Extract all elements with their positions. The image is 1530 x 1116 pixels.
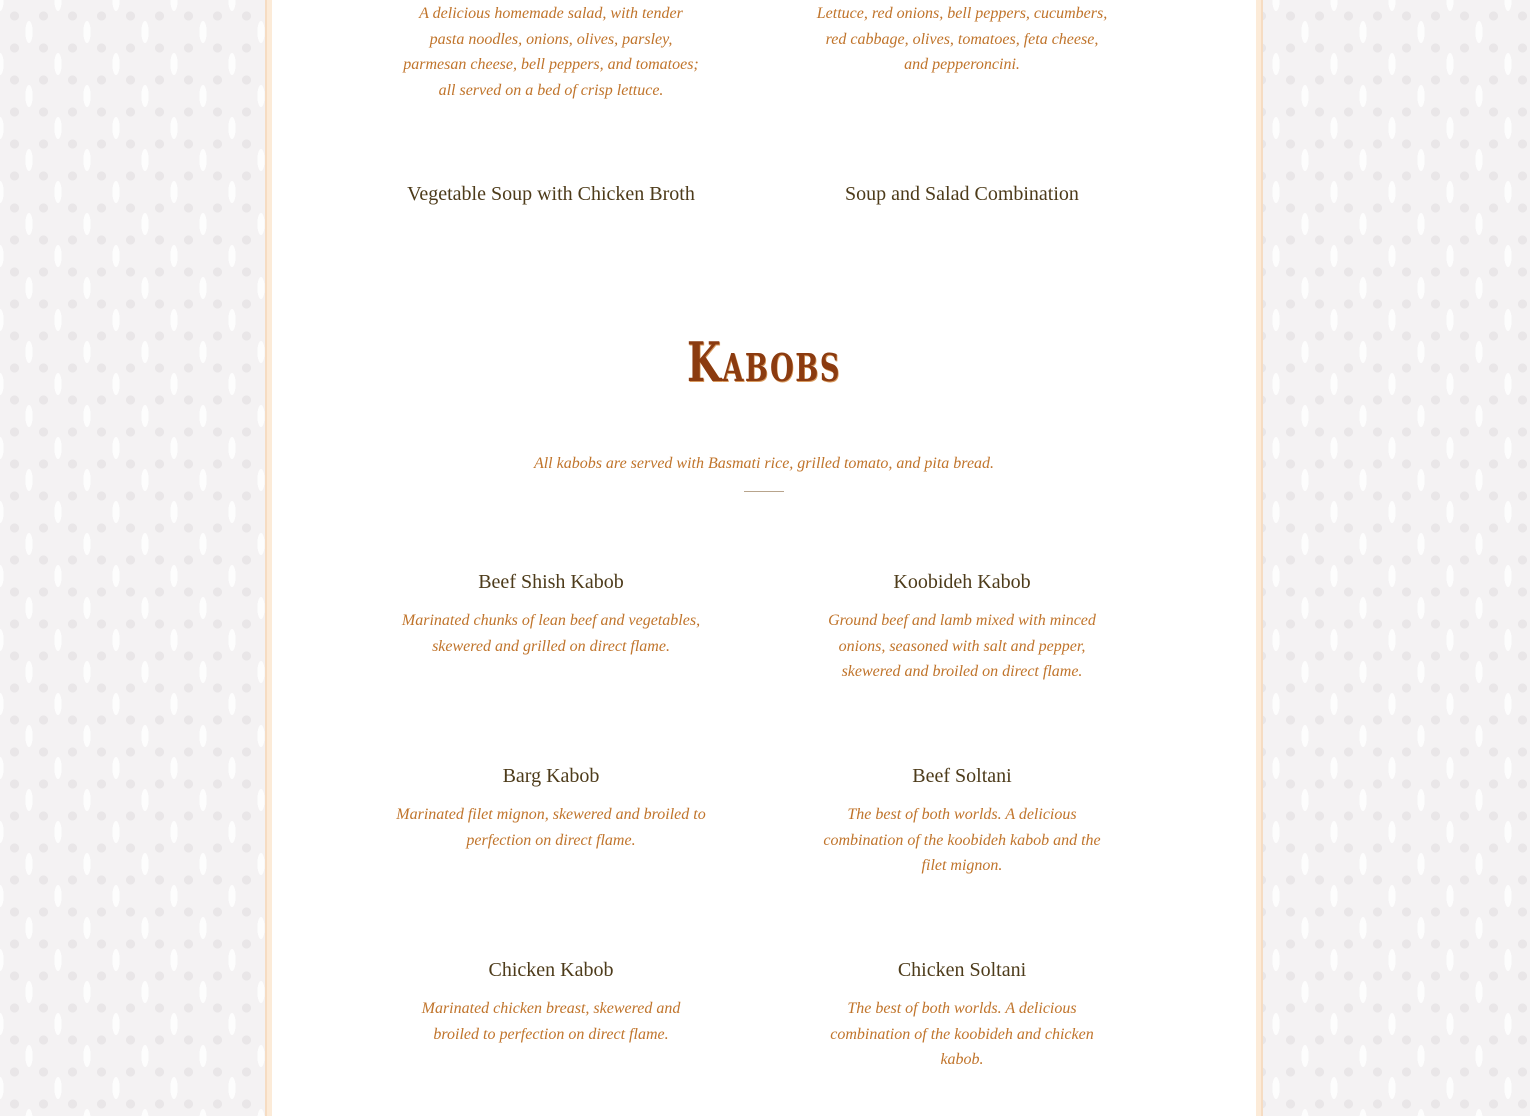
section-title-kabobs: Kabobs xyxy=(686,330,842,394)
item-description: The best of both worlds. A delicious combination of the koobideh kabob and the filet mignon. xyxy=(823,806,1101,875)
item-description: The best of both worlds. A delicious combination of the koobideh and chicken kabob. xyxy=(830,1000,1094,1069)
menu-item-chicken-kabob xyxy=(411,957,691,1047)
salad-item-left xyxy=(391,1,711,104)
salad-item-right xyxy=(812,1,1112,78)
item-description: A delicious homemade salad, with tender pasta noodles, onions, olives, parsley, parmesan cheese, bell peppers, and tomatoes; all served on a bed of crisp lettuce. xyxy=(403,5,699,100)
section-note: All kabobs are served with Basmati rice, grilled tomato, and pita bread. xyxy=(533,455,995,472)
item-name: Chicken Soltani xyxy=(897,959,1027,981)
item-name: Koobideh Kabob xyxy=(893,571,1031,593)
menu-item-beef-shish-kabob xyxy=(391,569,711,659)
item-name: Barg Kabob xyxy=(502,765,600,787)
item-description: Marinated filet mignon, skewered and broiled to perfection on direct flame. xyxy=(396,806,706,849)
menu-item-koobideh-kabob xyxy=(817,569,1107,685)
section-divider xyxy=(744,491,784,492)
menu-item-chicken-soltani xyxy=(822,957,1102,1073)
menu-item-beef-soltani xyxy=(817,763,1107,879)
item-name: Vegetable Soup with Chicken Broth xyxy=(407,183,695,205)
menu-page xyxy=(272,0,1256,1116)
item-name: Beef Soltani xyxy=(912,765,1012,787)
soup-item-right xyxy=(802,181,1122,207)
item-description: Ground beef and lamb mixed with minced onions, seasoned with salt and pepper, skewered and broiled on direct flame. xyxy=(828,612,1096,681)
item-name: Chicken Kabob xyxy=(488,959,614,981)
item-description: Lettuce, red onions, bell peppers, cucumbers, red cabbage, olives, tomatoes, feta cheese, and pepperoncini. xyxy=(816,5,1108,74)
item-description: Marinated chunks of lean beef and vegetables, skewered and grilled on direct flame. xyxy=(401,612,701,655)
item-description: Marinated chicken breast, skewered and broiled to perfection on direct flame. xyxy=(421,1000,681,1043)
menu-item-barg-kabob xyxy=(391,763,711,853)
item-name: Soup and Salad Combination xyxy=(845,183,1079,205)
soup-item-left xyxy=(391,181,711,207)
item-name: Beef Shish Kabob xyxy=(478,571,624,593)
